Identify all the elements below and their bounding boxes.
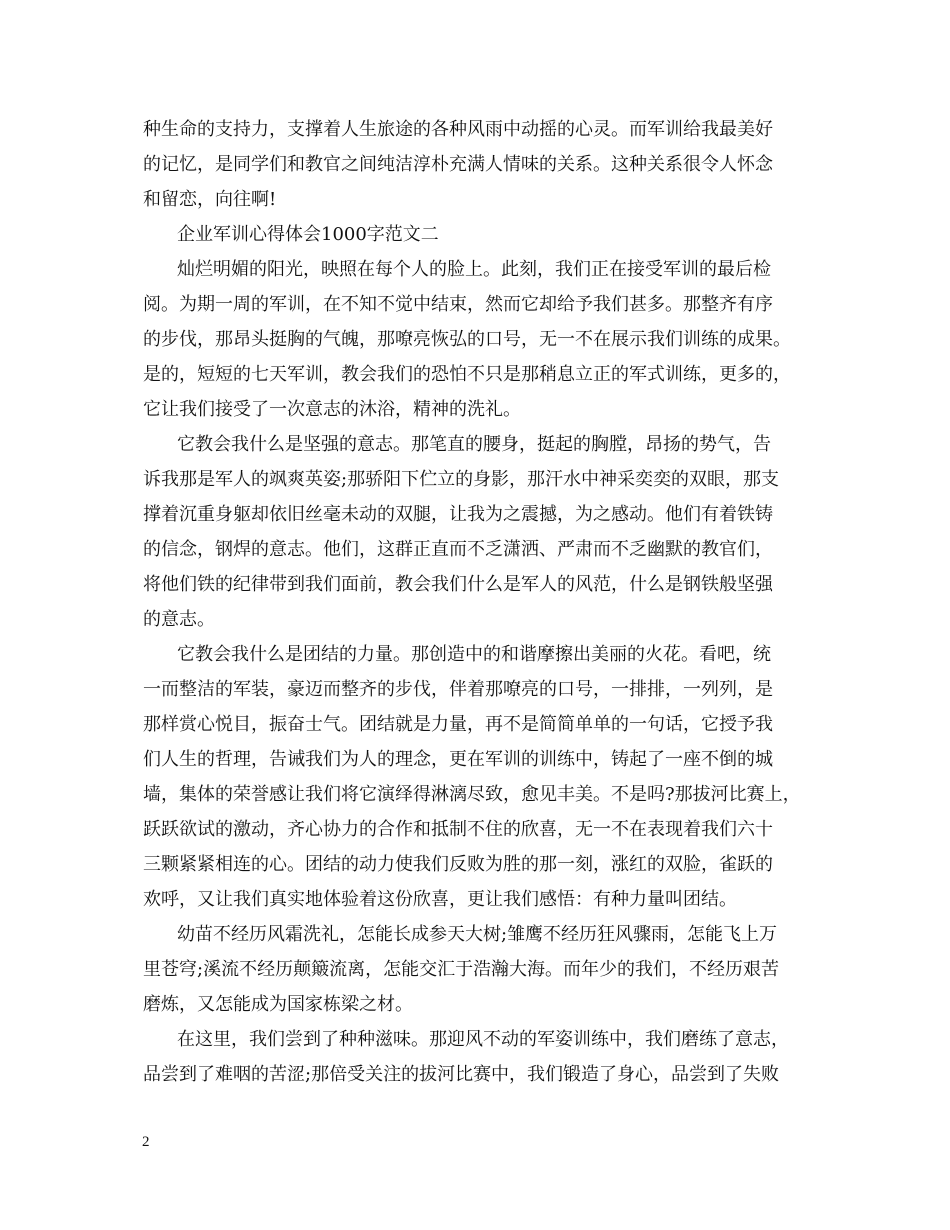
text-line: 企业军训心得体会1000字范文二 bbox=[177, 224, 439, 245]
text-line: 一而整洁的军装，豪迈而整齐的步伐，伴着那嘹亮的口号，一排排，一列列，是 bbox=[143, 679, 773, 700]
text-line: 跃跃欲试的激动，齐心协力的合作和抵制不住的欣喜，无一不在表现着我们六十 bbox=[143, 819, 773, 840]
text-line: 墙，集体的荣誉感让我们将它演绎得淋漓尽致，愈见丰美。不是吗?那拔河比赛上， bbox=[143, 784, 801, 805]
text-line: 那样赏心悦目，振奋士气。团结就是力量，再不是简简单单的一句话，它授予我 bbox=[143, 714, 773, 735]
text-line: 它让我们接受了一次意志的沐浴，精神的洗礼。 bbox=[143, 399, 521, 420]
text-line: 诉我那是军人的飒爽英姿;那骄阳下伫立的身影，那汗水中神采奕奕的双眼，那支 bbox=[143, 469, 780, 490]
text-line: 将他们铁的纪律带到我们面前，教会我们什么是军人的风范，什么是钢铁般坚强 bbox=[143, 574, 773, 595]
text-line: 幼苗不经历风霜洗礼，怎能长成参天大树;雏鹰不经历狂风骤雨，怎能飞上万 bbox=[177, 924, 778, 945]
text-line: 灿烂明媚的阳光，映照在每个人的脸上。此刻，我们正在接受军训的最后检 bbox=[177, 259, 771, 280]
text-line: 里苍穹;溪流不经历颠簸流离，怎能交汇于浩瀚大海。而年少的我们，不经历艰苦 bbox=[143, 959, 780, 980]
text-line: 的意志。 bbox=[143, 609, 215, 630]
text-line: 们人生的哲理，告诫我们为人的理念，更在军训的训练中，铸起了一座不倒的城 bbox=[143, 749, 773, 770]
document-body bbox=[143, 112, 809, 1092]
text-line: 品尝到了难咽的苦涩;那倍受关注的拔河比赛中，我们锻造了身心，品尝到了失败 bbox=[143, 1064, 780, 1085]
text-line: 三颗紧紧相连的心。团结的动力使我们反败为胜的那一刻，涨红的双脸，雀跃的 bbox=[143, 854, 773, 875]
text-line: 的信念，钢焊的意志。他们，这群正直而不乏潇洒、严肃而不乏幽默的教官们， bbox=[143, 539, 773, 560]
text-line: 磨炼，又怎能成为国家栋梁之材。 bbox=[143, 994, 413, 1015]
text-line: 欢呼，又让我们真实地体验着这份欣喜，更让我们感悟：有种力量叫团结。 bbox=[143, 889, 737, 910]
text-line: 在这里，我们尝到了种种滋味。那迎风不动的军姿训练中，我们磨练了意志， bbox=[177, 1029, 789, 1050]
text-line: 阅。为期一周的军训，在不知不觉中结束，然而它却给予我们甚多。那整齐有序 bbox=[143, 294, 773, 315]
text-line: 撑着沉重身躯却依旧丝毫未动的双腿，让我为之震撼，为之感动。他们有着铁铸 bbox=[143, 504, 773, 525]
text-line: 的步伐，那昂头挺胸的气魄，那嘹亮恢弘的口号，无一不在展示我们训练的成果。 bbox=[143, 329, 791, 350]
text-line: 是的，短短的七天军训，教会我们的恐怕不只是那稍息立正的军式训练，更多的， bbox=[143, 364, 791, 385]
page-number: 2 bbox=[142, 1134, 150, 1150]
text-line: 和留恋，向往啊! bbox=[143, 189, 277, 210]
text-line: 种生命的支持力，支撑着人生旅途的各种风雨中动摇的心灵。而军训给我最美好 bbox=[143, 119, 773, 140]
text-line: 它教会我什么是坚强的意志。那笔直的腰身，挺起的胸膛，昂扬的势气，告 bbox=[177, 434, 771, 455]
text-line: 的记忆，是同学们和教官之间纯洁淳朴充满人情味的关系。这种关系很令人怀念 bbox=[143, 154, 773, 175]
text-line: 它教会我什么是团结的力量。那创造中的和谐摩擦出美丽的火花。看吧，统 bbox=[177, 644, 771, 665]
